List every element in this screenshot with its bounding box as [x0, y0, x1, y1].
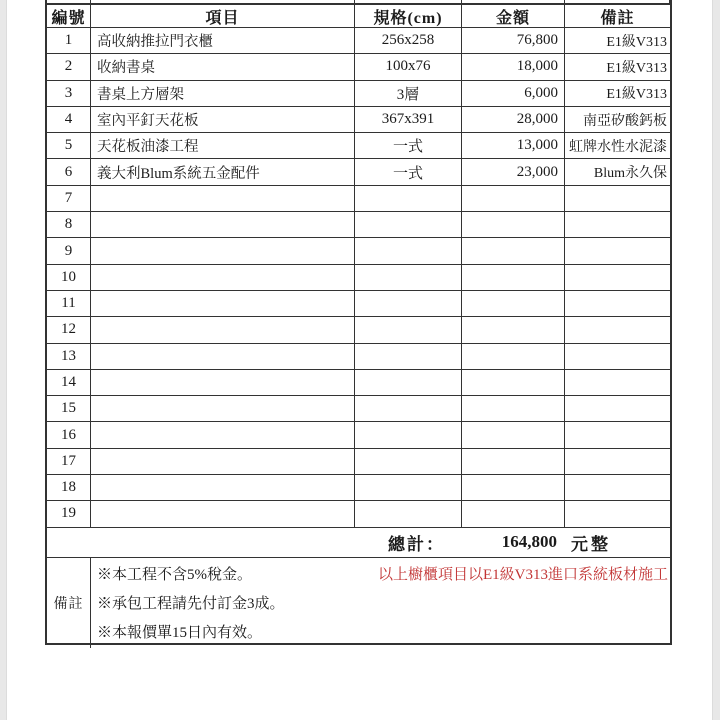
row-number: 5 [47, 133, 91, 158]
photo-right-edge [712, 0, 720, 720]
row-amount: 13,000 [462, 133, 565, 158]
row-item [91, 212, 355, 237]
table-row [47, 265, 670, 291]
row-note [565, 238, 670, 263]
cutoff-cell [462, 0, 565, 3]
row-spec [355, 396, 462, 421]
row-note: E1級V313 [606, 87, 667, 103]
row-spec [355, 317, 462, 342]
row-amount [462, 317, 565, 342]
table-header-row [47, 5, 670, 28]
row-note: E1級V313 [606, 60, 667, 76]
row-spec: 一式 [355, 133, 462, 158]
row-note [565, 370, 670, 395]
row-note: Blum永久保 [593, 166, 667, 182]
row-number: 4 [47, 107, 91, 132]
row-amount [462, 422, 565, 447]
row-amount [462, 238, 565, 263]
table-row [47, 54, 670, 80]
row-amount [462, 344, 565, 369]
row-number: 10 [47, 265, 91, 290]
row-item [91, 265, 355, 290]
row-note [565, 291, 670, 316]
cutoff-cell [355, 0, 462, 3]
row-spec: 100x76 [355, 54, 462, 79]
row-item [91, 344, 355, 369]
table-row [47, 422, 670, 448]
row-note [565, 475, 670, 500]
row-item: 義大利Blum系統五金配件 [91, 159, 355, 184]
row-amount [462, 212, 565, 237]
row-amount [462, 501, 565, 526]
row-item [91, 370, 355, 395]
row-item: 天花板油漆工程 [91, 133, 355, 158]
row-item [91, 396, 355, 421]
row-spec [355, 238, 462, 263]
row-item [91, 501, 355, 526]
row-item [91, 449, 355, 474]
row-note [565, 449, 670, 474]
table-row [47, 107, 670, 133]
table-row [47, 317, 670, 343]
row-note: 虹牌水性水泥漆 [569, 139, 667, 155]
row-amount: 23,000 [462, 159, 565, 184]
row-amount [462, 186, 565, 211]
row-amount [462, 370, 565, 395]
row-note [565, 422, 670, 447]
row-note [565, 186, 670, 211]
row-number: 17 [47, 449, 91, 474]
remarks-label: 備註 [47, 558, 91, 648]
row-amount [462, 475, 565, 500]
header-note: 備註 [600, 10, 635, 27]
row-number: 8 [47, 212, 91, 237]
table-row [47, 159, 670, 185]
total-unit: 元整 [571, 534, 611, 554]
row-number: 14 [47, 370, 91, 395]
row-item [91, 291, 355, 316]
red-material-note: 以上櫥櫃項目以E1級V313進口系統板材施工 [378, 566, 668, 583]
photo-left-edge [0, 0, 7, 720]
table-row [47, 291, 670, 317]
row-item [91, 186, 355, 211]
row-spec [355, 265, 462, 290]
row-note [565, 396, 670, 421]
header-spec: 規格(cm) [355, 5, 462, 28]
header-item: 項目 [91, 5, 355, 28]
row-item [91, 475, 355, 500]
row-number: 12 [47, 317, 91, 342]
row-item: 室內平釘天花板 [91, 107, 355, 132]
row-spec: 256x258 [355, 28, 462, 53]
total-label: 總計： [388, 534, 445, 554]
row-amount [462, 449, 565, 474]
remark-line-1: ※本工程不含5%稅金。 [97, 566, 252, 583]
table-row [47, 238, 670, 264]
row-amount [462, 396, 565, 421]
row-note: 南亞矽酸鈣板 [583, 113, 667, 129]
row-spec [355, 291, 462, 316]
row-spec [355, 422, 462, 447]
row-item: 高收納推拉門衣櫃 [91, 28, 355, 53]
row-spec [355, 449, 462, 474]
row-item: 書桌上方層架 [91, 81, 355, 106]
remark-line-3: ※本報價單15日內有效。 [97, 624, 263, 641]
cutoff-cell [565, 0, 670, 3]
row-number: 2 [47, 54, 91, 79]
table-row [47, 28, 670, 54]
row-number: 7 [47, 186, 91, 211]
table-body [47, 28, 670, 528]
table-row [47, 396, 670, 422]
row-spec [355, 186, 462, 211]
table-row [47, 81, 670, 107]
table-row [47, 133, 670, 159]
row-number: 6 [47, 159, 91, 184]
row-amount: 76,800 [462, 28, 565, 53]
row-spec: 367x391 [355, 107, 462, 132]
row-number: 16 [47, 422, 91, 447]
row-item [91, 238, 355, 263]
table-row [47, 475, 670, 501]
cutoff-cell [91, 0, 355, 3]
table-row [47, 212, 670, 238]
row-spec [355, 475, 462, 500]
table-row [47, 449, 670, 475]
remark-line-2: ※承包工程請先付訂金3成。 [97, 595, 285, 612]
row-number: 13 [47, 344, 91, 369]
row-number: 1 [47, 28, 91, 53]
header-amount: 金額 [462, 5, 565, 28]
quotation-table [45, 0, 672, 645]
remarks-section [47, 558, 670, 643]
row-spec [355, 212, 462, 237]
row-amount: 18,000 [462, 54, 565, 79]
remarks-body [91, 558, 670, 648]
row-amount [462, 265, 565, 290]
row-number: 19 [47, 501, 91, 526]
table-row [47, 344, 670, 370]
row-amount: 6,000 [462, 81, 565, 106]
row-note: E1級V313 [606, 34, 667, 50]
row-number: 18 [47, 475, 91, 500]
row-note [565, 212, 670, 237]
row-number: 11 [47, 291, 91, 316]
cutoff-cell [47, 0, 91, 3]
total-amount: 164,800 [501, 532, 557, 552]
row-item [91, 422, 355, 447]
header-number: 編號 [47, 5, 91, 28]
row-note [565, 501, 670, 526]
row-number: 9 [47, 238, 91, 263]
row-amount: 28,000 [462, 107, 565, 132]
row-spec [355, 370, 462, 395]
row-note [565, 344, 670, 369]
row-item: 收納書桌 [91, 54, 355, 79]
row-note [565, 265, 670, 290]
row-amount [462, 291, 565, 316]
row-number: 3 [47, 81, 91, 106]
row-number: 15 [47, 396, 91, 421]
row-spec: 3層 [355, 81, 462, 106]
row-item [91, 317, 355, 342]
row-spec [355, 501, 462, 526]
row-spec: 一式 [355, 159, 462, 184]
total-row [47, 528, 670, 558]
row-note [565, 317, 670, 342]
row-spec [355, 344, 462, 369]
table-row [47, 370, 670, 396]
table-row [47, 501, 670, 527]
table-row [47, 186, 670, 212]
